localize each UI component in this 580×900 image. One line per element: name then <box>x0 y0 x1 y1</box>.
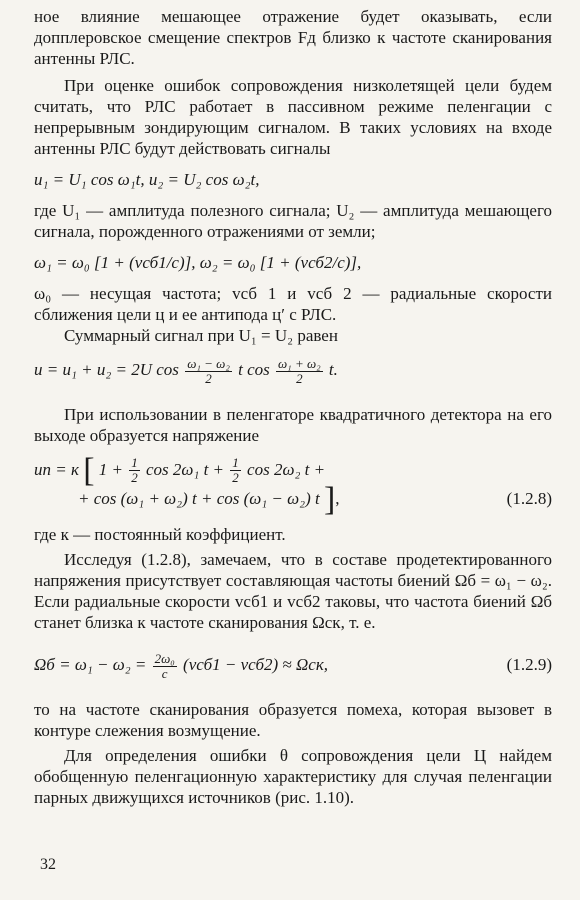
bracket-close: ] <box>323 481 336 519</box>
formula-detector-line2 <box>34 481 552 519</box>
fraction-numerator: 1 <box>232 455 239 471</box>
formula-beat-rhs: (vсб1 − vсб2) ≈ Ωск, <box>183 655 329 675</box>
fraction-half-2 <box>230 456 241 485</box>
paragraph-9: то на частоте сканирования образуется помеха, которая вызовет в контуре слежения возмущение. <box>34 699 552 740</box>
fraction-half-1 <box>129 456 140 485</box>
page-number: 32 <box>40 856 56 873</box>
paragraph-2: При оценке ошибок сопровождения низколетящей цели будем считать, что РЛС работает в пассивном режиме пеленгации с непрерывным зондирующим сигналом. В таких условиях на входе антенны РЛС будут действовать сигналы <box>34 76 552 158</box>
fraction-denominator: c <box>161 665 168 681</box>
fraction-denominator: 2 <box>296 370 303 386</box>
formula-sum-lhs: u = u₁ + u₂ = 2U cos <box>34 360 179 379</box>
fraction-denominator: 2 <box>232 470 239 486</box>
formula-sum-end: t. <box>328 360 338 379</box>
fraction-numerator: 1 <box>131 455 138 471</box>
formula-detector-comma: , <box>335 489 340 509</box>
fraction-numerator: 2ω₀ <box>154 650 175 666</box>
fraction-two-omega <box>153 652 177 681</box>
formula-sum-mid: t cos <box>238 360 270 379</box>
formula-detector-term-d: + cos (ω₁ + ω₂) t + cos (ω₁ − ω₂) t <box>78 489 320 509</box>
formula-beat-frequency <box>34 651 552 681</box>
fraction-numerator: ω₁ + ω₂ <box>278 355 321 371</box>
formula-beat-lhs: Ωб = ω₁ − ω₂ = <box>34 655 147 675</box>
paragraph-5: Суммарный сигнал при U₁ = U₂ равен <box>64 326 338 345</box>
formula-signals: u₁ = U₁ cos ω₁t, u₂ = U₂ cos ω₂t, <box>34 170 260 189</box>
paragraph-1: ное влияние мешающее отражение будет оказывать, если допплеровское смещение спектров Fд близко к частоте сканирования антенны РЛС. <box>34 7 552 68</box>
equation-number-1-2-9: (1.2.9) <box>506 655 552 675</box>
paragraph-7: где к — постоянный коэффициент. <box>34 525 286 545</box>
formula-detector-term-b: cos 2ω₁ t + <box>146 459 225 479</box>
fraction-sum <box>276 357 323 386</box>
bracket-open: [ <box>83 451 95 489</box>
formula-detector-term-a: 1 + <box>98 459 123 479</box>
equation-number-1-2-8: (1.2.8) <box>506 489 552 509</box>
formula-frequencies: ω₁ = ω₀ [1 + (vсб1/c)], ω₂ = ω₀ [1 + (vсб2/c)], <box>34 253 362 272</box>
paragraph-10: Для определения ошибки θ сопровождения цели Ц найдем обобщенную пеленгационную характеристику для случая пеленгации парных движущихся источников (рис. 1.10). <box>34 745 552 807</box>
formula-sum-signal <box>34 356 552 386</box>
paragraph-8: Исследуя (1.2.8), замечаем, что в составе продетектированного напряжения присутствует составляющая частоты биений Ωб = ω₁ − ω₂. Если радиальные скорости vсб1 и vсб2 таковы, что частота биений Ωб станет близка к частоте сканирования Ωск, т. е. <box>34 550 552 633</box>
formula-detector-term-c: cos 2ω₂ t + <box>247 459 326 479</box>
fraction-denominator: 2 <box>131 470 138 486</box>
fraction-denominator: 2 <box>205 370 212 386</box>
paragraph-3: где U₁ — амплитуда полезного сигнала; U₂ — амплитуда мешающего сигнала, порожденного отражениями от земли; <box>34 201 552 241</box>
paragraph-4: ω₀ — несущая частота; vсб 1 и vсб 2 — радиальные скорости сближения цели ц и ее антипода ц′ с РЛС. <box>34 284 552 324</box>
fraction-difference <box>185 357 232 386</box>
formula-detector-line1 <box>34 451 552 489</box>
paragraph-6: При использовании в пеленгаторе квадратичного детектора на его выходе образуется напряжение <box>34 404 552 445</box>
formula-detector-lhs: uп = к <box>34 459 79 479</box>
fraction-numerator: ω₁ − ω₂ <box>187 355 230 371</box>
